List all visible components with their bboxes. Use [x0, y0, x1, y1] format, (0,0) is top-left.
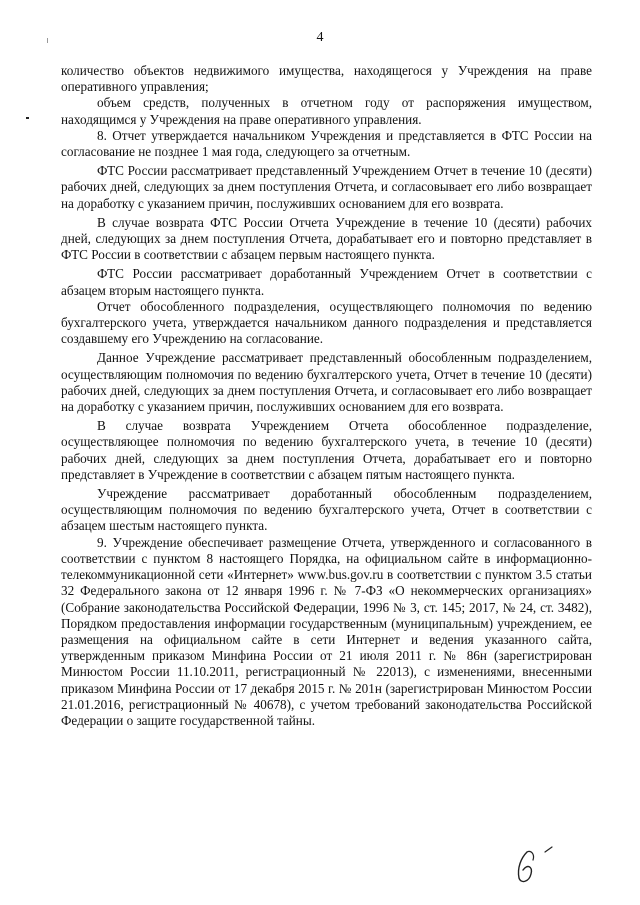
paragraph: В случае возврата ФТС России Отчета Учреждение в течение 10 (десяти) рабочих дней, следующих за днем поступления Отчета, дорабатывает его и повторно представляет в ФТС России в соответствии с абзацем первым настоящего пункта. [61, 214, 592, 263]
paragraph: 9. Учреждение обеспечивает размещение Отчета, утвержденного и согласованного в соответствии с пунктом 8 настоящего Порядка, на официальном сайте в информационно-телекоммуникационной сети «Интернет» www.bus.gov.ru в соответствии с пунктом 3.5 статьи 32 Федерального закона от 12 января 1996 г. № 7-ФЗ «О некоммерческих организациях» (Собрание законодательства Российской Федерации, 1996 № 3, ст. 145; 2017, № 24, ст. 3482), Порядком предоставления информации государственным (муниципальным) учреждением, ее размещения на официальном сайте в сети Интернет и ведения указанного сайта, утвержденным приказом Минфина России от 21 июля 2011 г. № 86н (зарегистрирован Минюстом России 11.10.2011, регистрационный № 22013), с изменениями, внесенными приказом Минфина России от 17 декабря 2015 г. № 201н (зарегистрирован Минюстом России 21.01.2016, регистрационный № 40678), с учетом требований законодательства Российской Федерации о защите государственной тайны. [61, 534, 592, 728]
document-body [61, 63, 592, 729]
paragraph: ФТС России рассматривает доработанный Учреждением Отчет в соответствии с абзацем вторым настоящего пункта. [61, 266, 592, 298]
paragraph: объем средств, полученных в отчетном году от распоряжения имуществом, находящимся у Учреждения на праве оперативного управления. [61, 95, 592, 127]
paragraph: Отчет обособленного подразделения, осуществляющего полномочия по ведению бухгалтерского учета, утверждается начальником данного подразделения и представляется создавшему его Учреждению на согласование. [61, 298, 592, 347]
paragraph: ФТС России рассматривает представленный Учреждением Отчет в течение 10 (десяти) рабочих дней, следующих за днем поступления Отчета, и согласовывает его либо возвращает на доработку с указанием причин, послуживших основанием для его возврата. [61, 163, 592, 211]
paragraph: Данное Учреждение рассматривает представленный обособленным подразделением, осуществляющим полномочия по ведению бухгалтерского учета, Отчет в течение 10 (десяти) рабочих дней, следующих за днем поступления Отчета, и согласовывает его либо возвращает на доработку с указанием причин, послуживших основанием для его возврата. [61, 350, 592, 415]
paragraph: Учреждение рассматривает доработанный обособленным подразделением, осуществляющим полномочия по ведению бухгалтерского учета, Отчет в соответствии с абзацем шестым настоящего пункта. [61, 486, 592, 534]
scan-mark [47, 38, 48, 43]
paragraph: количество объектов недвижимого имущества, находящегося у Учреждения на праве оперативного управления; [61, 63, 592, 95]
paragraph: 8. Отчет утверждается начальником Учреждения и представляется в ФТС России на согласование не позднее 1 мая года, следующего за отчетным. [61, 127, 592, 160]
paragraph: В случае возврата Учреждением Отчета обособленное подразделение, осуществляющее полномочия по ведению бухгалтерского учета, в течение 10 (десяти) рабочих дней, следующих за днем поступления Отчета, дорабатывает его и повторно представляет в Учреждение в соответствии с абзацем пятым настоящего пункта. [61, 418, 592, 482]
signature-mark [505, 838, 575, 888]
page-number: 4 [316, 30, 324, 45]
scan-mark [26, 117, 29, 119]
